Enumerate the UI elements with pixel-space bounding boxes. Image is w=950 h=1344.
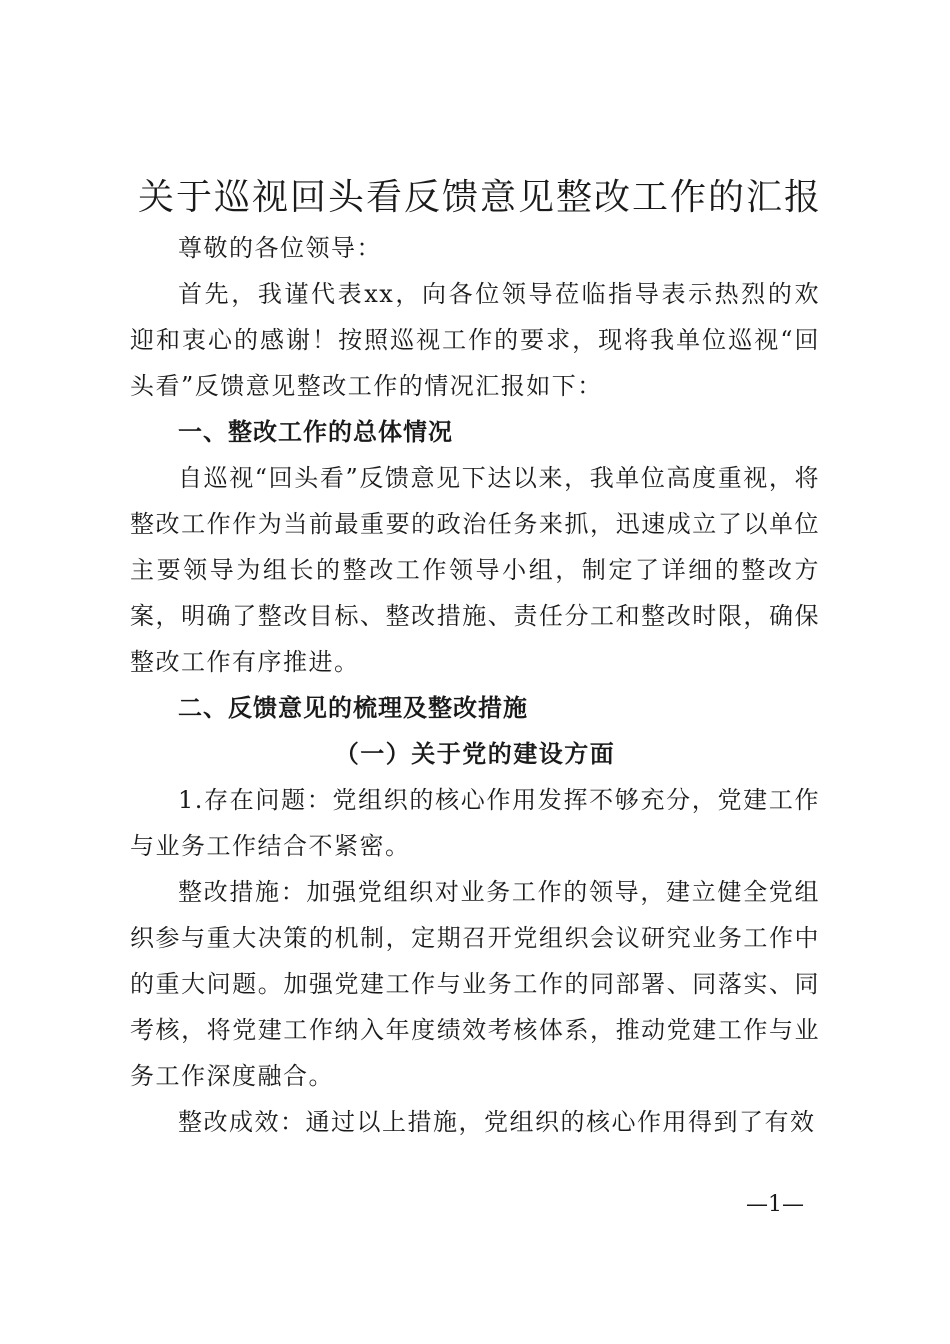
salutation: 尊敬的各位领导： [178, 234, 382, 262]
section-2-heading: 二、反馈意见的梳理及整改措施 [178, 694, 528, 722]
subsection-1-heading: （一）关于党的建设方面 [334, 739, 616, 768]
issue-1-results: 整改成效：通过以上措施，党组织的核心作用得到了有效 [178, 1108, 816, 1136]
section-1-heading: 一、整改工作的总体情况 [178, 418, 453, 446]
document-title: 关于巡视回头看反馈意见整改工作的汇报 [137, 177, 822, 218]
section-1-paragraph: 自巡视“回头看”反馈意见下达以来，我单位高度重视，将整改工作作为当前最重要的政治任务来抓，迅速成立了以单位主要领导为组长的整改工作领导小组，制定了详细的整改方案，明确了整改目标、整改措施、责任分工和整改时限，确保整改工作有序推进。 [130, 464, 820, 676]
page-number: —1— [746, 1192, 804, 1217]
document-body [130, 225, 820, 1145]
intro-paragraph: 首先，我谨代表xx，向各位领导莅临指导表示热烈的欢迎和衷心的感谢！按照巡视工作的要求，现将我单位巡视“回头看”反馈意见整改工作的情况汇报如下： [130, 280, 820, 400]
issue-1-measures: 整改措施：加强党组织对业务工作的领导，建立健全党组织参与重大决策的机制，定期召开党组织会议研究业务工作中的重大问题。加强党建工作与业务工作的同部署、同落实、同考核，将党建工作纳入年度绩效考核体系，推动党建工作与业务工作深度融合。 [130, 878, 820, 1090]
issue-1-problem: 1.存在问题：党组织的核心作用发挥不够充分，党建工作与业务工作结合不紧密。 [130, 786, 820, 860]
